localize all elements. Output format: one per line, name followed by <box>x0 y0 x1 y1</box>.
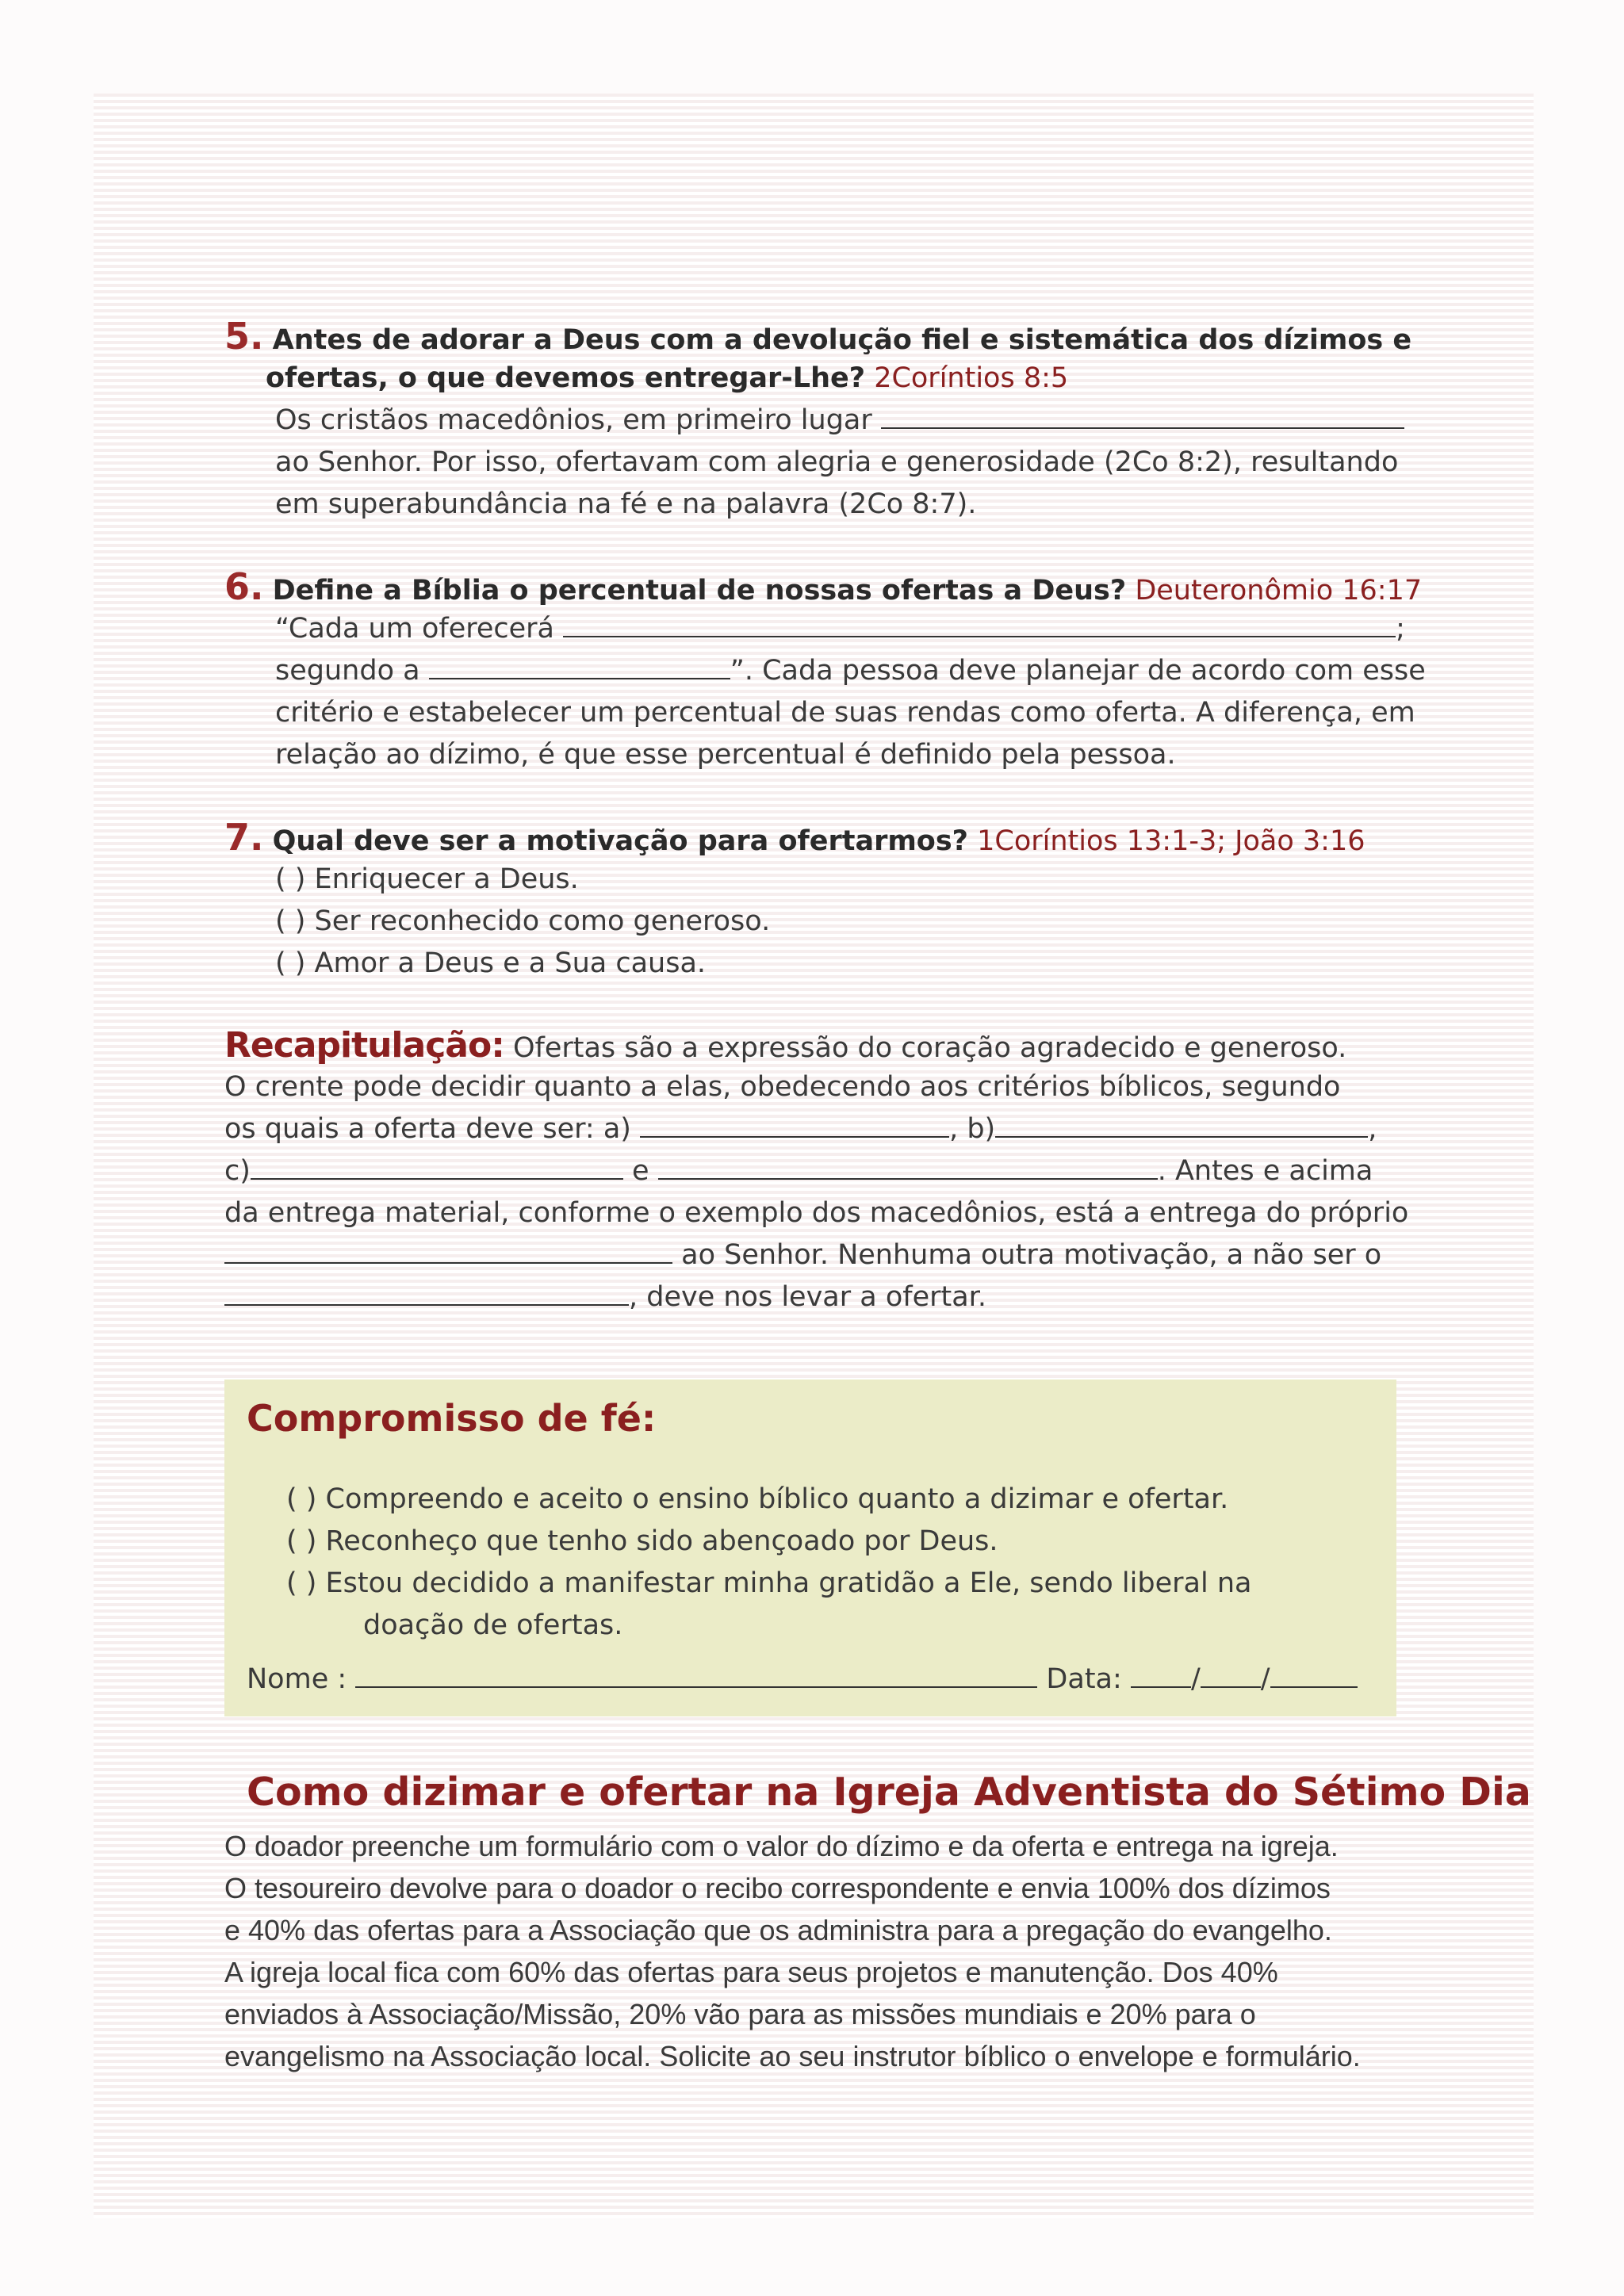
question-title: Antes de adorar a Deus com a devolução fiel e sistemática dos dízimos e <box>272 324 1412 356</box>
bible-reference: 1Coríntios 13:1-3; João 3:16 <box>977 825 1365 857</box>
answer-blank[interactable] <box>563 609 1396 637</box>
date-separator: / <box>1260 1663 1270 1695</box>
date-label: Data: <box>1046 1663 1122 1695</box>
recap-text: . Antes e acima <box>1157 1155 1373 1187</box>
recap-text: , <box>1368 1113 1377 1145</box>
howto-text: enviados à Associação/Missão, 20% vão para as missões mundiais e 20% para o <box>224 1998 1256 2030</box>
commitment-checkbox[interactable]: ( ) Estou decidido a manifestar minha gratidão a Ele, sendo liberal na <box>286 1567 1252 1599</box>
recap-blank-e[interactable] <box>224 1235 672 1264</box>
recap-section <box>224 1024 1414 1326</box>
commitment-text: doação de ofertas. <box>363 1609 623 1641</box>
recap-text: da entrega material, conforme o exemplo dos macedônios, está a entrega do próprio <box>224 1197 1409 1229</box>
date-year-field[interactable] <box>1270 1659 1358 1688</box>
answer-text: em superabundância na fé e na palavra (2Co 8:7). <box>275 488 977 520</box>
question-5 <box>224 316 1414 530</box>
commitment-box <box>224 1380 1396 1716</box>
recap-text: e <box>632 1155 649 1187</box>
recap-text: Ofertas são a expressão do coração agradecido e generoso. <box>512 1032 1347 1064</box>
answer-text: Os cristãos macedônios, em primeiro lugar <box>275 404 872 436</box>
date-separator: / <box>1190 1663 1201 1695</box>
name-label: Nome : <box>247 1663 347 1695</box>
howto-text: O tesoureiro devolve para o doador o recibo correspondente e envia 100% dos dízimos <box>224 1872 1331 1904</box>
question-number: 6. <box>224 565 264 608</box>
recap-text: , b) <box>949 1113 996 1145</box>
date-day-field[interactable] <box>1131 1659 1191 1688</box>
answer-text: relação ao dízimo, é que esse percentual é definido pela pessoa. <box>275 739 1176 771</box>
howto-text: evangelismo na Associação local. Solicite ao seu instrutor bíblico o envelope e formulário. <box>224 2040 1361 2072</box>
bible-reference: Deuteronômio 16:17 <box>1135 575 1423 607</box>
recap-text: ao Senhor. Nenhuma outra motivação, a não ser o <box>681 1239 1382 1271</box>
option-checkbox[interactable]: ( ) Enriquecer a Deus. <box>275 863 579 895</box>
option-checkbox[interactable]: ( ) Ser reconhecido como generoso. <box>275 905 771 937</box>
recap-text: os quais a oferta deve ser: a) <box>224 1113 631 1145</box>
howto-text: O doador preenche um formulário com o valor do dízimo e da oferta e entrega na igreja. <box>224 1830 1339 1862</box>
recap-text: c) <box>224 1155 251 1187</box>
answer-text: ao Senhor. Por isso, ofertavam com alegria e generosidade (2Co 8:2), resultando <box>275 446 1399 478</box>
date-month-field[interactable] <box>1201 1659 1261 1688</box>
recap-text: , deve nos levar a ofertar. <box>629 1281 986 1313</box>
question-title: Qual deve ser a motivação para ofertarmos? <box>272 825 968 857</box>
answer-text: critério e estabelecer um percentual de suas rendas como oferta. A diferença, em <box>275 697 1415 729</box>
answer-text: ”. Cada pessoa deve planejar de acordo com esse <box>730 655 1426 687</box>
recap-text: O crente pode decidir quanto a elas, obedecendo aos critérios bíblicos, segundo <box>224 1071 1341 1103</box>
recap-blank-f[interactable] <box>224 1277 629 1306</box>
answer-text: ; <box>1396 613 1405 645</box>
commitment-checkbox[interactable]: ( ) Compreendo e aceito o ensino bíblico quanto a dizimar e ofertar. <box>286 1483 1229 1515</box>
recap-blank-a[interactable] <box>640 1109 949 1138</box>
question-6 <box>224 565 1426 780</box>
commitment-title: Compromisso de fé: <box>247 1397 657 1440</box>
question-number: 5. <box>224 315 264 358</box>
recap-title: Recapitulação: <box>224 1025 504 1066</box>
howto-text: e 40% das ofertas para a Associação que os administra para a pregação do evangelho. <box>224 1914 1332 1946</box>
answer-blank[interactable] <box>881 400 1404 429</box>
question-7 <box>224 817 1414 991</box>
answer-text: “Cada um oferecerá <box>275 613 554 645</box>
answer-text: segundo a <box>275 655 420 687</box>
question-title-cont: ofertas, o que devemos entregar-Lhe? <box>266 362 866 394</box>
bible-reference: 2Coríntios 8:5 <box>874 362 1069 394</box>
howto-section <box>224 1770 1531 2087</box>
recap-blank-b[interactable] <box>995 1109 1368 1138</box>
howto-text: A igreja local fica com 60% das ofertas para seus projetos e manutenção. Dos 40% <box>224 1956 1278 1988</box>
question-title: Define a Bíblia o percentual de nossas ofertas a Deus? <box>272 575 1127 607</box>
howto-title: Como dizimar e ofertar na Igreja Adventista do Sétimo Dia <box>247 1770 1531 1815</box>
recap-blank-c[interactable] <box>251 1151 623 1180</box>
name-field[interactable] <box>355 1659 1037 1688</box>
answer-blank[interactable] <box>429 651 730 679</box>
recap-blank-d[interactable] <box>658 1151 1158 1180</box>
commitment-checkbox[interactable]: ( ) Reconheço que tenho sido abençoado por Deus. <box>286 1525 998 1557</box>
question-number: 7. <box>224 816 264 859</box>
option-checkbox[interactable]: ( ) Amor a Deus e a Sua causa. <box>275 947 707 979</box>
